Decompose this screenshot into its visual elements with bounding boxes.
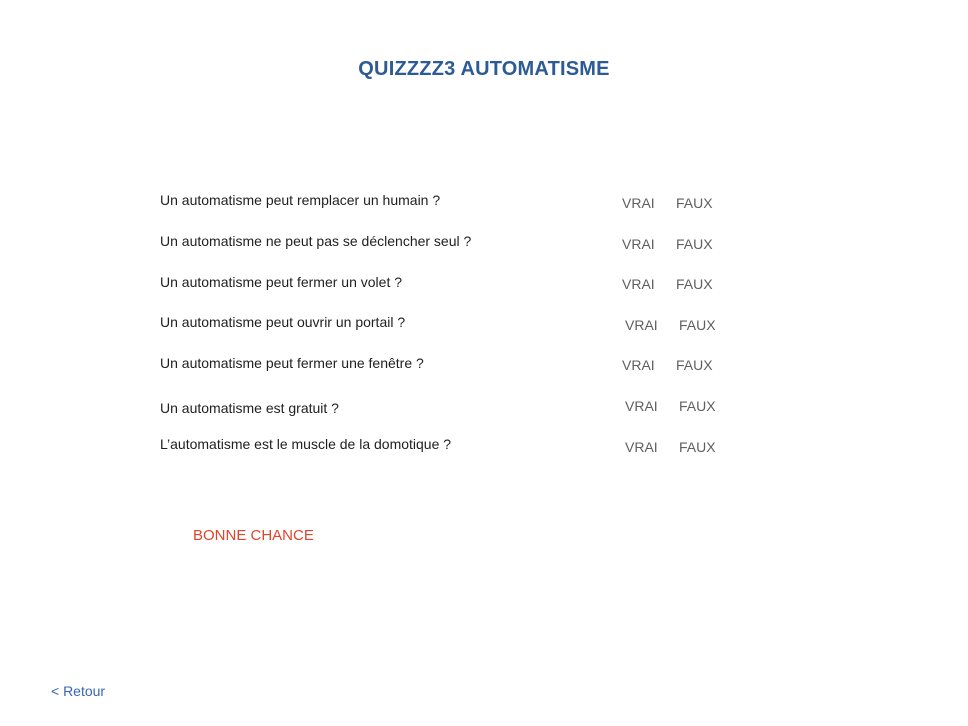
true-answer-option[interactable]: VRAI: [622, 236, 655, 252]
question-text: Un automatisme peut remplacer un humain ?: [160, 192, 441, 208]
true-answer-option[interactable]: VRAI: [625, 317, 658, 333]
good-luck-message: BONNE CHANCE: [193, 527, 314, 544]
false-answer-option[interactable]: FAUX: [676, 357, 713, 373]
true-answer-option[interactable]: VRAI: [622, 276, 655, 292]
question-text: Un automatisme peut ouvrir un portail ?: [160, 314, 406, 330]
true-answer-option[interactable]: VRAI: [625, 398, 658, 414]
false-answer-option[interactable]: FAUX: [679, 439, 716, 455]
false-answer-option[interactable]: FAUX: [679, 317, 716, 333]
false-answer-option[interactable]: FAUX: [676, 195, 713, 211]
page-title: QUIZZZZ3 AUTOMATISME: [358, 58, 610, 80]
true-answer-option[interactable]: VRAI: [625, 439, 658, 455]
false-answer-option[interactable]: FAUX: [679, 398, 716, 414]
question-text: Un automatisme peut fermer un volet ?: [160, 274, 403, 290]
false-answer-option[interactable]: FAUX: [676, 236, 713, 252]
question-text: Un automatisme peut fermer une fenêtre ?: [160, 355, 424, 371]
true-answer-option[interactable]: VRAI: [622, 357, 655, 373]
question-text: Un automatisme ne peut pas se déclencher seul ?: [160, 233, 472, 249]
true-answer-option[interactable]: VRAI: [622, 195, 655, 211]
question-text: L’automatisme est le muscle de la domotique ?: [160, 436, 452, 452]
false-answer-option[interactable]: FAUX: [676, 276, 713, 292]
back-link[interactable]: < Retour: [51, 683, 106, 699]
question-text: Un automatisme est gratuit ?: [160, 400, 339, 416]
